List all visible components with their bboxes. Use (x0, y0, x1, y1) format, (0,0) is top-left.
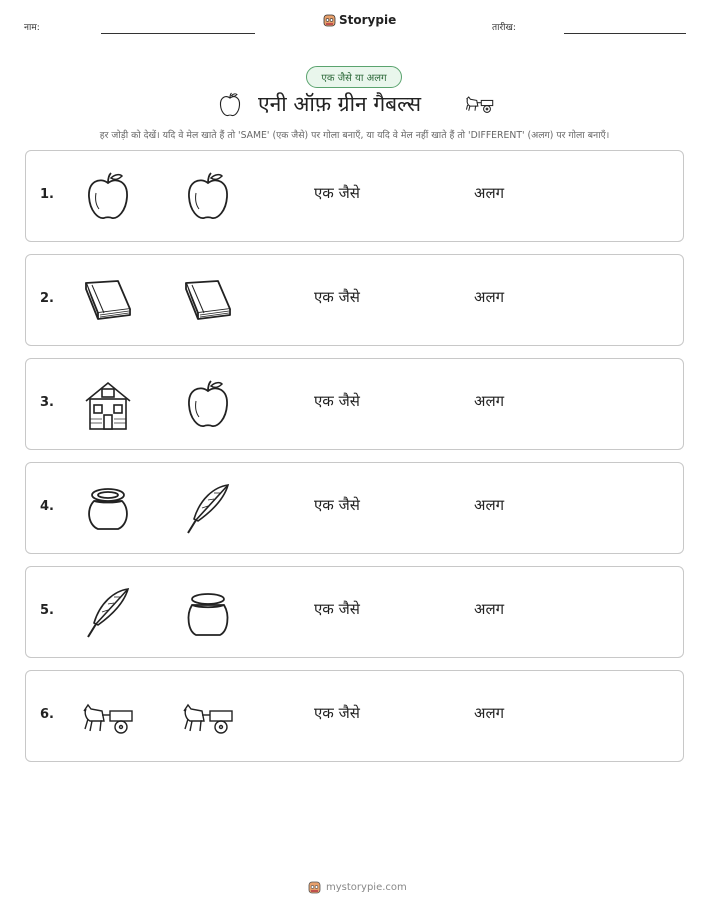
option-same[interactable]: एक जैसे (314, 496, 360, 514)
option-same[interactable]: एक जैसे (314, 288, 360, 306)
footer-website: mystorypie.com (326, 881, 407, 893)
brand-logo (323, 13, 396, 27)
option-different[interactable]: अलग (474, 288, 505, 306)
pot-icon (80, 481, 136, 537)
worksheet-title: एनी ऑफ़ ग्रीन गैबल्स (258, 92, 422, 116)
option-same[interactable]: एक जैसे (314, 184, 360, 202)
horse-cart-icon (463, 94, 495, 116)
horse-cart-icon (80, 689, 136, 745)
question-number: 1. (40, 187, 54, 202)
question-number: 6. (40, 707, 54, 722)
option-same[interactable]: एक जैसे (314, 704, 360, 722)
date-field-line[interactable] (564, 33, 686, 34)
worksheet-type-badge: एक जैसे या अलग (306, 66, 402, 88)
question-row-4 (25, 462, 684, 554)
question-row-1 (25, 150, 684, 242)
apple-icon (216, 90, 244, 120)
title-row (0, 90, 709, 122)
option-different[interactable]: अलग (474, 704, 505, 722)
book-icon (80, 273, 136, 329)
footer (308, 880, 407, 894)
brand-name: Storypie (339, 13, 397, 27)
option-different[interactable]: अलग (474, 496, 505, 514)
apple-icon (180, 377, 236, 433)
question-row-3 (25, 358, 684, 450)
question-row-5 (25, 566, 684, 658)
instructions-text: हर जोड़ी को देखें। यदि वे मेल खाते हैं तो 'SAME' (एक जैसे) पर गोला बनाएँ, या यदि वे मेल नहीं खाते हैं तो 'DIFFERENT' (अलग) पर गोला बनाएँ। (99, 130, 610, 141)
apple-icon (180, 169, 236, 225)
name-field-line[interactable] (101, 33, 255, 34)
question-number: 3. (40, 395, 54, 410)
option-same[interactable]: एक जैसे (314, 392, 360, 410)
pot-icon (180, 585, 236, 641)
date-label: तारीख: (492, 23, 516, 33)
question-number: 2. (40, 291, 54, 306)
question-row-6 (25, 670, 684, 762)
question-number: 4. (40, 499, 54, 514)
storypie-mascot-icon (323, 13, 336, 27)
book-icon (180, 273, 236, 329)
option-different[interactable]: अलग (474, 184, 505, 202)
worksheet-header (0, 12, 709, 42)
question-row-2 (25, 254, 684, 346)
apple-icon (80, 169, 136, 225)
name-label: नाम: (24, 23, 40, 33)
question-number: 5. (40, 603, 54, 618)
option-same[interactable]: एक जैसे (314, 600, 360, 618)
feather-icon (180, 481, 236, 537)
feather-icon (80, 585, 136, 641)
option-different[interactable]: अलग (474, 600, 505, 618)
house-icon (80, 377, 136, 433)
horse-cart-icon (180, 689, 236, 745)
storypie-mascot-icon (308, 880, 321, 894)
option-different[interactable]: अलग (474, 392, 505, 410)
